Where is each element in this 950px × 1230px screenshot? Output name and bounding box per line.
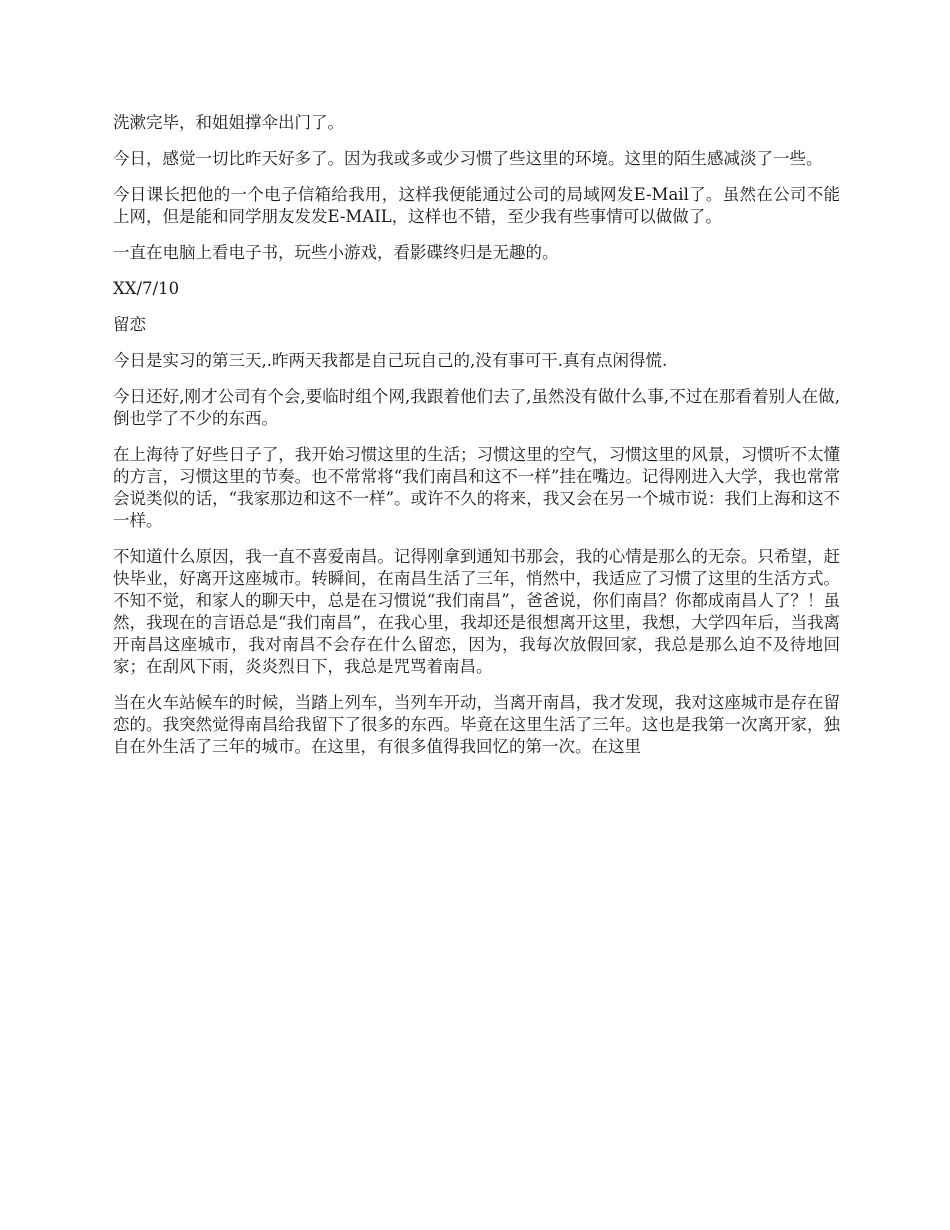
paragraph: 当在火车站候车的时候，当踏上列车，当列车开动，当离开南昌，我才发现，我对这座城市是存在留恋的。我突然觉得南昌给我留下了很多的东西。毕竟在这里生活了三年。这也是我第一次离开家，独自在外生活了三年的城市。在这里，有很多值得我回忆的第一次。在这里 (113, 693, 840, 756)
document-body (113, 112, 840, 772)
paragraph: 今日还好,刚才公司有个会,要临时组个网,我跟着他们去了,虽然没有做什么事,不过在那看着别人在做,倒也学了不少的东西。 (113, 387, 840, 428)
paragraph: 今日，感觉一切比昨天好多了。因为我或多或少习惯了些这里的环境。这里的陌生感减淡了一些。 (113, 149, 823, 168)
paragraph: 在上海待了好些日子了，我开始习惯这里的生活；习惯这里的空气，习惯这里的风景，习惯听不太懂的方言，习惯这里的节奏。也不常常将“我们南昌和这不一样”挂在嘴边。记得刚进入大学，我也常常会说类似的话，“我家那边和这不一样”。或许不久的将来，我又会在另一个城市说：我们上海和这不一样。 (113, 445, 840, 530)
date-heading: XX/7/10 (113, 279, 180, 298)
paragraph: 一直在电脑上看电子书，玩些小游戏，看影碟终归是无趣的。 (113, 243, 559, 262)
paragraph: 洗漱完毕，和姐姐撑伞出门了。 (113, 113, 344, 132)
section-title: 留恋 (113, 315, 146, 334)
paragraph: 今日是实习的第三天,.昨两天我都是自己玩自己的,没有事可干.真有点闲得慌. (113, 351, 668, 370)
paragraph: 不知道什么原因，我一直不喜爱南昌。记得刚拿到通知书那会，我的心情是那么的无奈。只希望，赶快毕业，好离开这座城市。转瞬间，在南昌生活了三年，悄然中，我适应了习惯了这里的生活方式。不知不觉，和家人的聊天中，总是在习惯说“我们南昌”，爸爸说，你们南昌？你都成南昌人了？！虽然，我现在的言语总是“我们南昌”，在我心里，我却还是很想离开这里，我想，大学四年后，当我离开南昌这座城市，我对南昌不会存在什么留恋，因为，我每次放假回家，我总是那么迫不及待地回家；在刮风下雨，炎炎烈日下，我总是咒骂着南昌。 (113, 547, 840, 676)
paragraph: 今日课长把他的一个电子信箱给我用，这样我便能通过公司的局域网发E-Mail了。虽然在公司不能上网，但是能和同学朋友发发E-MAIL，这样也不错，至少我有些事情可以做做了。 (113, 185, 840, 226)
